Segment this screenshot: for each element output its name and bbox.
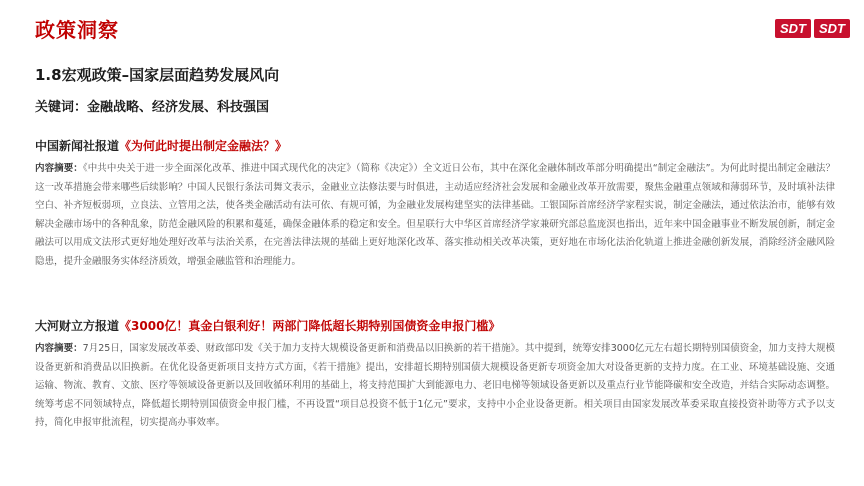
summary-text: 7月25日，国家发展改革委、财政部印发《关于加力支持大规模设备更新和消费品以旧换新的若干措施》。其中提到，统筹安排3000亿元左右超长期特别国债资金，加力支持大规模设备更新和消费品以旧换新。在优化设备更新项目支持方式方面，《若干措施》提出，安排超长期特别国债大规模设备更新专项资金加大对设备更新的支持力度。在工业、环境基础设施、交通运输、物流、教育、文旅、医疗等领域设备更新以及回收循环利用的基础上，将支持范围扩大到能源电力、老旧电梯等领域设备更新以及重点行业节能降碳和安全改造，并结合实际动态调整。统筹考虑不同领域特点，降低超长期特别国债资金申报门槛，不再设置“项目总投资不低于1亿元”要求，支持中小企业设备更新。相关项目由国家发展改革委采取直接投资补助等方式予以支持，简化申报审批流程，切实提高办事效率。 — [35, 343, 835, 428]
page-title: 政策洞察 — [35, 18, 119, 42]
sdt-logo — [775, 19, 850, 38]
article-block-2 — [35, 318, 835, 433]
summary-text: 《中共中央关于进一步全面深化改革、推进中国式现代化的决定》（简称《决定》）全文近日公布，其中在深化金融体制改革部分明确提出“制定金融法”。为何此时提出制定金融法？这一改革措施会带来哪些后续影响？中国人民银行条法司舞文表示，金融业立法修法要与时俱进，主动适应经济社会发展和金融业改革开放需要，聚焦金融重点领域和薄弱环节，及时填补法律空白、补齐短板弱项，立良法、立管用之法，使各类金融活动有法可依、有规可循，为金融业发展构建坚实的法律基础。工银国际首席经济学家程实说，制定金融法，通过依法治市，能够有效解决金融市场中的各种乱象，防范金融风险的积累和蔓延，确保金融体系的稳定和安全。但星联行大中华区首席经济学家兼研究部总监庞溟也指出，近年来中国金融事业不断发展创新，制定金融法可以用成文法形式更好地处理好改革与法治关系，在完善法律法规的基础上更好地深化改革、落实推动相关改革决策，更好地在市场化法治化轨道上推进金融创新发展，消除经济金融风险隐患，提升金融服务实体经济质效，增强金融监管和治理能力。 — [35, 163, 835, 267]
article-title-link[interactable]: 《为何此时提出制定金融法？》 — [119, 139, 288, 153]
article-block-1 — [35, 138, 835, 271]
article-summary — [35, 340, 835, 433]
logo-part-1: SDT — [775, 19, 811, 38]
article-title-link[interactable]: 《3000亿！真金白银利好！两部门降低超长期特别国债资金申报门槛》 — [119, 319, 501, 333]
keywords: 关键词：金融战略、经济发展、科技强国 — [35, 100, 270, 115]
logo-part-2: SDT — [814, 19, 850, 38]
article-headline — [35, 318, 835, 334]
article-headline — [35, 138, 835, 154]
section-title: 1.8宏观政策–国家层面趋势发展风向 — [35, 66, 280, 84]
article-source: 中国新闻社报道 — [35, 139, 120, 153]
summary-label: 内容摘要： — [35, 163, 83, 174]
summary-label: 内容摘要： — [35, 343, 83, 354]
article-summary — [35, 160, 835, 271]
article-source: 大河财立方报道 — [35, 319, 120, 333]
